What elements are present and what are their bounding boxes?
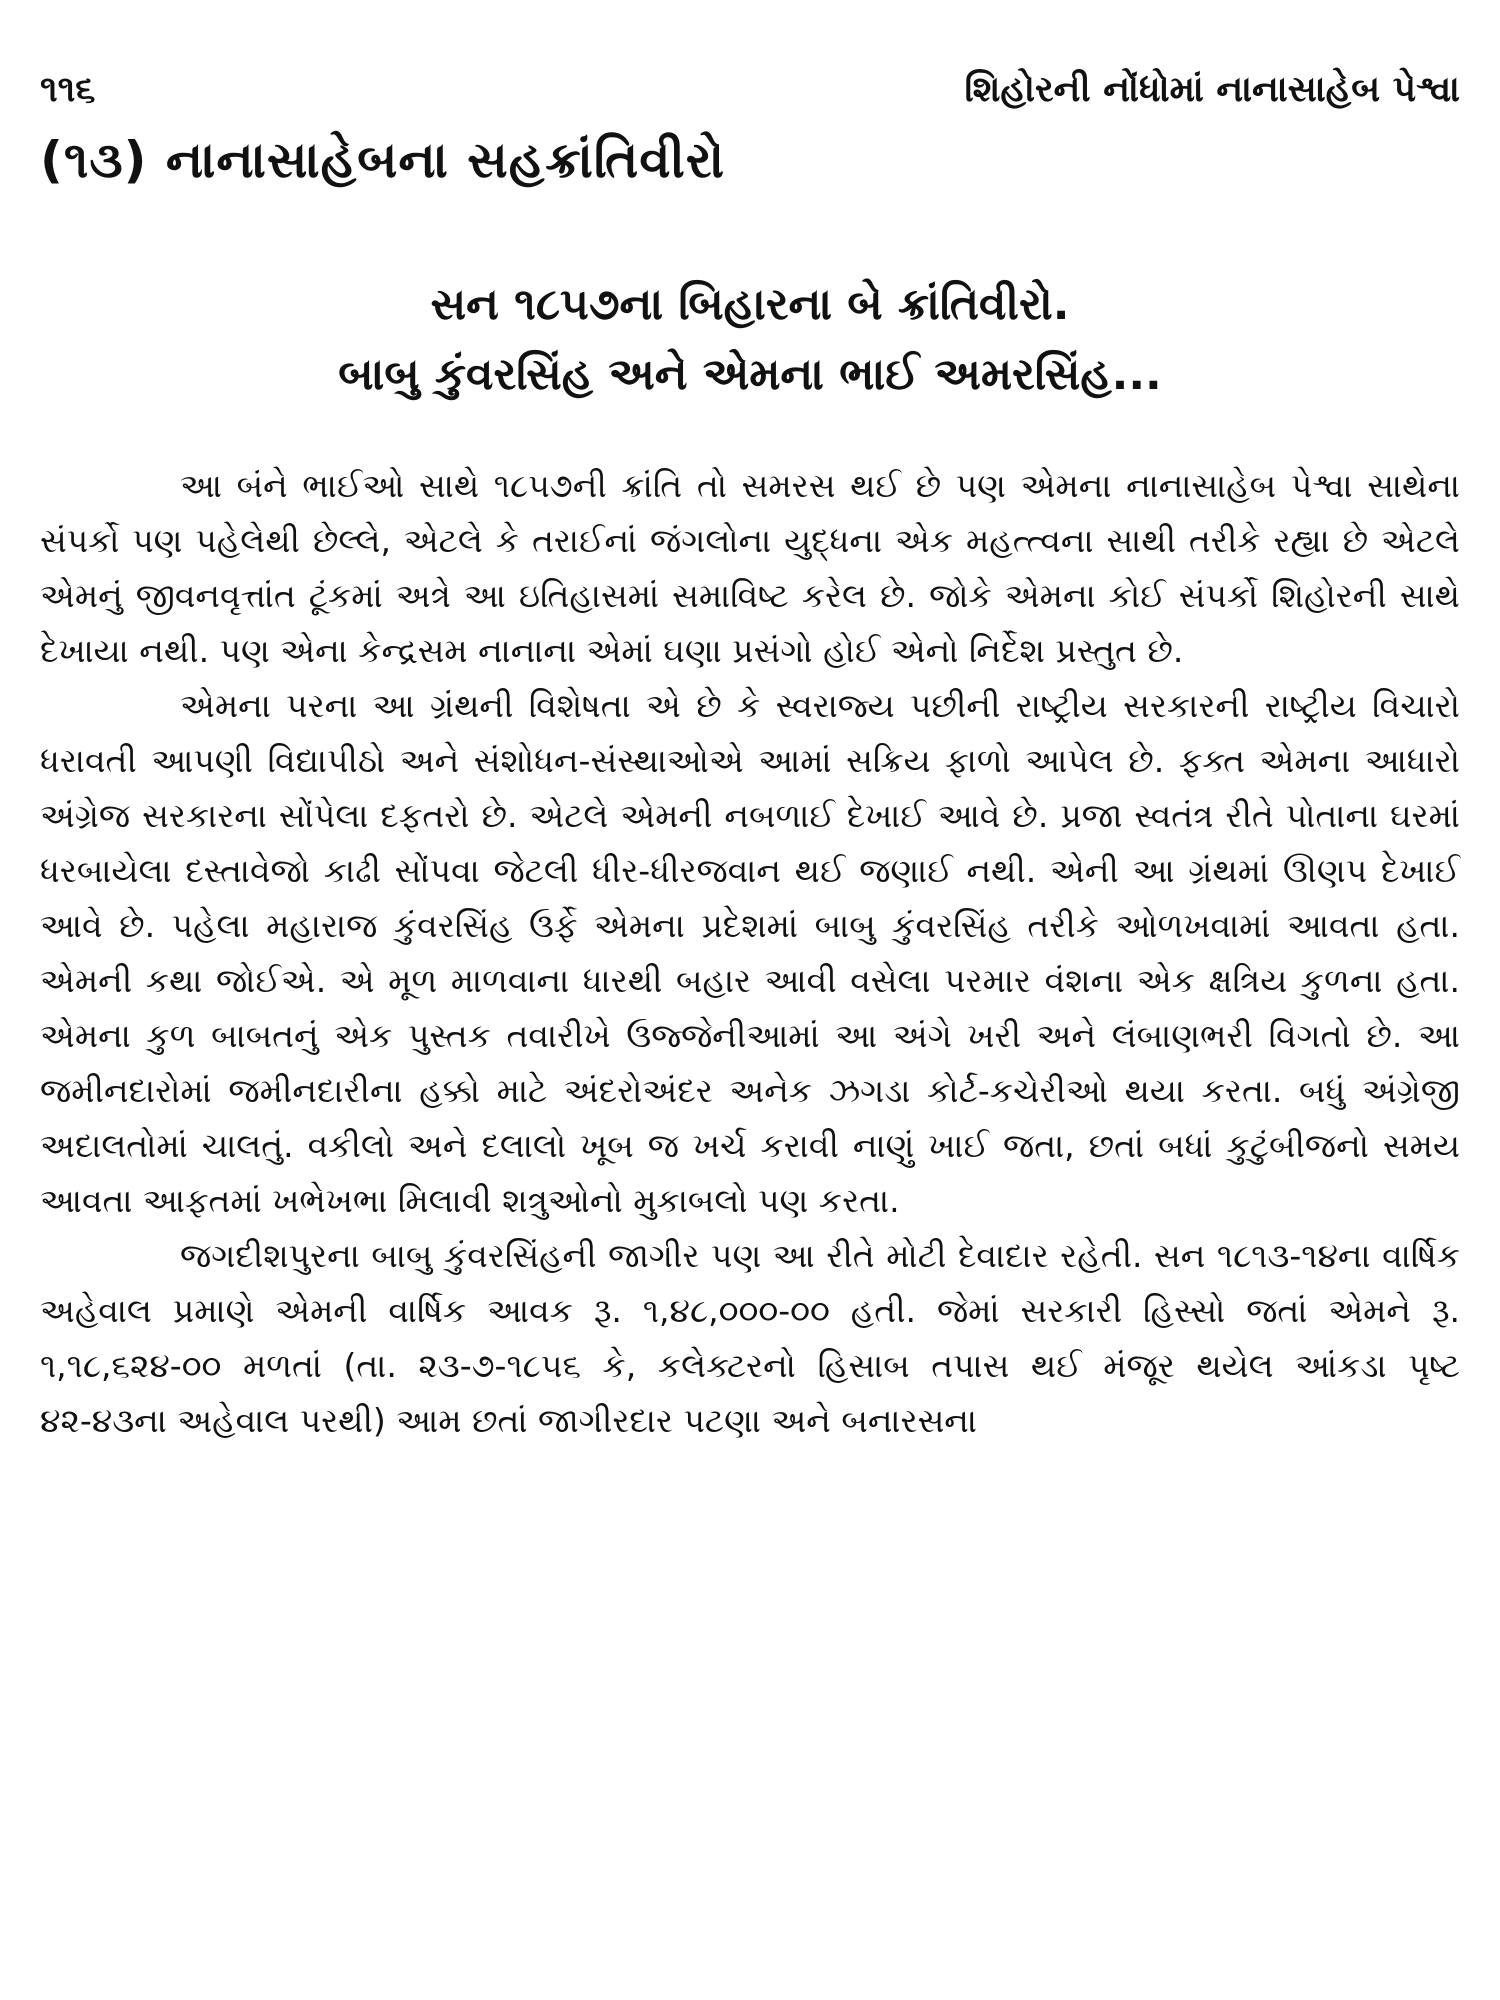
body-text (40, 458, 1460, 1448)
paragraph-2: એમના પરના આ ગ્રંથની વિશેષતા એ છે કે સ્વરાજ્ય પછીની રાષ્ટ્રીય સરકારની રાષ્ટ્રીય વિચારો ધરાવતી આપણી વિદ્યાપીઠો અને સંશોધન-સંસ્થાઓએ આમાં સક્રિય ફાળો આપેલ છે. ફક્ત એમના આધારો અંગ્રેજ સરકારના સોંપેલા દફતરો છે. એટલે એમની નબળાઈ દેખાઈ આવે છે. પ્રજા સ્વતંત્ર રીતે પોતાના ઘરમાં ધરબાયેલા દસ્તાવેજો કાઢી સોંપવા જેટલી ધીર-ધીરજવાન થઈ જણાઈ નથી. એની આ ગ્રંથમાં ઊણપ દેખાઈ આવે છે. પહેલા મહારાજ કુંવરસિંહ ઉર્ફે એમના પ્રદેશમાં બાબુ કુંવરસિંહ તરીકે ઓળખવામાં આવતા હતા. એમની કથા જોઈએ. એ મૂળ માળવાના ધારથી બહાર આવી વસેલા પરમાર વંશના એક ક્ષત્રિય કુળના હતા. એમના કુળ બાબતનું એક પુસ્તક તવારીખે ઉજ્જેનીઆમાં આ અંગે ખરી અને લંબાણભરી વિગતો છે. આ જમીનદારોમાં જમીનદારીના હક્કો માટે અંદરોઅંદર અનેક ઝગડા કોર્ટ-કચેરીઓ થયા કરતા. બધું અંગ્રેજી અદાલતોમાં ચાલતું. વકીલો અને દલાલો ખૂબ જ ખર્ચ કરાવી નાણું ખાઈ જતા, છતાં બધાં કુટુંબીજનો સમય આવતા આફતમાં ખભેખભા મિલાવી શત્રુઓનો મુકાબલો પણ કરતા. (40, 686, 1460, 1220)
section-heading-line-1: સન ૧૮૫૭ના બિહારના બે ક્રાંતિવીરો. (430, 279, 1070, 330)
section-heading (40, 270, 1460, 410)
running-title: શિહોરની નોંધોમાં નાનાસાહેબ પેશ્વા (964, 69, 1460, 110)
book-page (40, 60, 1460, 1960)
running-header (40, 60, 1460, 120)
chapter-title: (૧૩) નાનાસાહેબના સહક્રાંતિવીરો (40, 131, 726, 189)
paragraph-3: જગદીશપુરના બાબુ કુંવરસિંહની જાગીર પણ આ રીતે મોટી દેવાદાર રહેતી. સન ૧૮૧૩-૧૪ના વાર્ષિક અહેવાલ પ્રમાણે એમની વાર્ષિક આવક રૂ. ૧,૪૮,૦૦૦-૦૦ હતી. જેમાં સરકારી હિસ્સો જતાં એમને રૂ. ૧,૧૮,૬૨૪-૦૦ મળતાં (તા. ૨૩-૭-૧૮૫૬ કે, કલેક્ટરનો હિસાબ તપાસ થઈ મંજૂર થયેલ આંકડા પૃષ્ટ ૪૨-૪૩ના અહેવાલ પરથી) આમ છતાં જાગીરદાર પટણા અને બનારસના (40, 1236, 1460, 1440)
page-number: ૧૧૬ (40, 69, 96, 110)
paragraph-1: આ બંને ભાઈઓ સાથે ૧૮૫૭ની ક્રાંતિ તો સમરસ થઈ છે પણ એમના નાનાસાહેબ પેશ્વા સાથેના સંપર્કો પણ પહેલેથી છેલ્લે, એટલે કે તરાઈનાં જંગલોના યુદ્ધના એક મહત્ત્વના સાથી તરીકે રહ્યા છે એટલે એમનું જીવનવૃત્તાંત ટૂંકમાં અત્રે આ ઇતિહાસમાં સમાવિષ્ટ કરેલ છે. જોકે એમના કોઈ સંપર્કો શિહોરની સાથે દેખાયા નથી. પણ એના કેન્દ્રસમ નાનાના એમાં ઘણા પ્રસંગો હોઈ એનો નિર્દેશ પ્રસ્તુત છે. (40, 466, 1460, 670)
section-heading-line-2: બાબુ કુંવરસિંહ અને એમના ભાઈ અમરસિંહ... (338, 349, 1162, 400)
